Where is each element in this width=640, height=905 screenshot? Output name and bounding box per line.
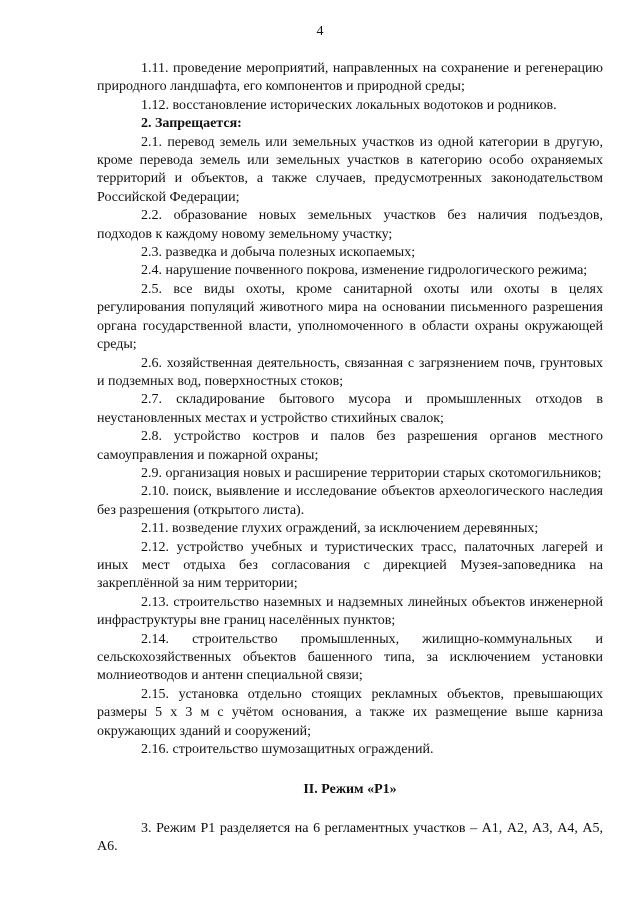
paragraph: 2.1. перевод земель или земельных участков из одной категории в другую, кроме перевода земель или земельных участков в категорию особо охраняемых территорий и объектов, а также случаев, предусмотренных законодательством Российской Федерации;: [97, 134, 603, 205]
paragraph: 2.8. устройство костров и палов без разрешения органов местного самоуправления и пожарной охраны;: [97, 429, 603, 463]
paragraph: 2.11. возведение глухих ограждений, за исключением деревянных;: [141, 521, 539, 537]
document-body: [97, 60, 603, 857]
paragraph: 2.5. все виды охоты, кроме санитарной охоты или охоты в целях регулирования популяций животного мира на основании письменного разрешения органа государственной власти, уполномоченного в области охраны окружающей среды;: [97, 281, 603, 353]
paragraph: 3. Режим Р1 разделяется на 6 регламентных участков – А1, А2, А3, А4, А5, А6.: [97, 820, 603, 855]
paragraph: 2.16. строительство шумозащитных ограждений.: [141, 742, 434, 758]
paragraph: 2.6. хозяйственная деятельность, связанная с загрязнением почв, грунтовых и подземных вод, поверхностных стоков;: [97, 355, 603, 389]
paragraph: 2.15. установка отдельно стоящих рекламных объектов, превышающих размеры 5 х 3 м с учётом основания, а также их размещение выше карниза окружающих зданий и сооружений;: [97, 686, 603, 739]
paragraph: 2.10. поиск, выявление и исследование объектов археологического наследия без разрешения (открытого листа).: [97, 484, 603, 518]
paragraph: 2.4. нарушение почвенного покрова, изменение гидрологического режима;: [141, 263, 588, 279]
paragraph: 2.13. строительство наземных и надземных линейных объектов инженерной инфраструктуры вне границ населённых пунктов;: [97, 594, 603, 629]
paragraph: 2.14. строительство промышленных, жилищно-коммунальных и сельскохозяйственных объектов башенного типа, за исключением установки молниеотводов и антенн специальной связи;: [97, 631, 603, 684]
section-heading: 2. Запрещается:: [141, 116, 242, 132]
paragraph: 2.12. устройство учебных и туристических трасс, палаточных лагерей и иных мест отдыха без согласования с дирекцией Музея-заповедника на закреплённой за ним территории;: [97, 539, 603, 592]
paragraph: 2.9. организация новых и расширение территории старых скотомогильников;: [141, 465, 602, 481]
paragraph: 2.7. складирование бытового мусора и промышленных отходов в неустановленных местах и устройство стихийных свалок;: [97, 392, 603, 426]
page-number: 4: [316, 24, 324, 39]
paragraph: 1.12. восстановление исторических локальных водотоков и родников.: [141, 97, 557, 113]
section-title: II. Режим «Р1»: [303, 782, 397, 798]
paragraph: 2.3. разведка и добыча полезных ископаемых;: [141, 245, 416, 261]
paragraph: 2.2. образование новых земельных участков без наличия подъездов, подходов к каждому новому земельному участку;: [97, 208, 603, 242]
paragraph: 1.11. проведение мероприятий, направленных на сохранение и регенерацию природного ландшафта, его компонентов и природной среды;: [97, 61, 603, 95]
